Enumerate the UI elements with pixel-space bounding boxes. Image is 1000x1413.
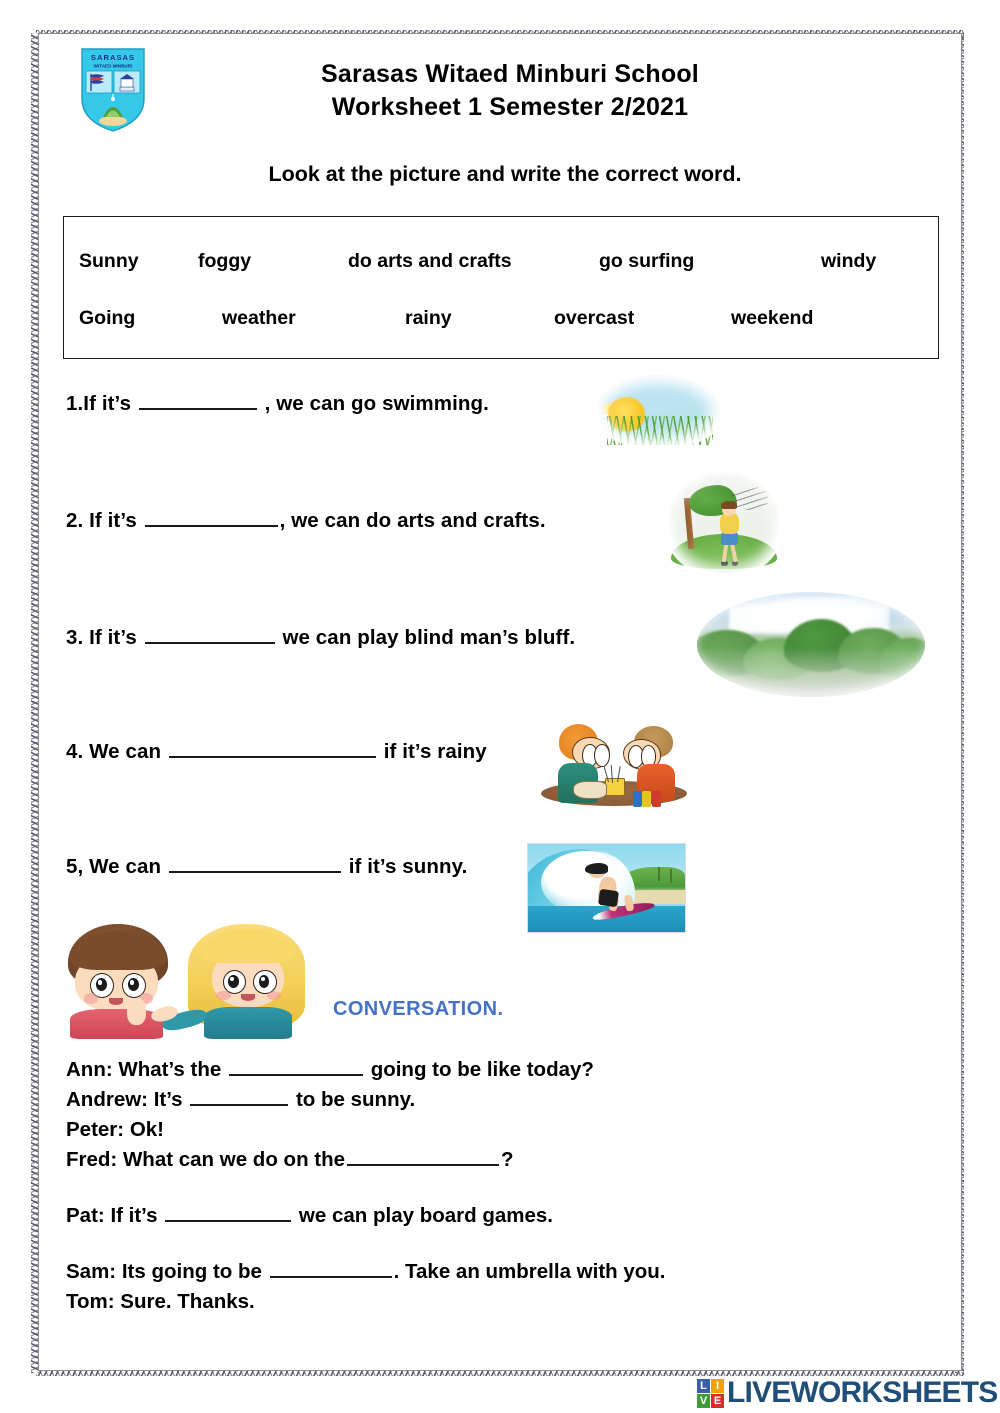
pat-text-after: we can play board games. xyxy=(298,1204,553,1227)
question-1-text-before: If it’s xyxy=(83,392,132,415)
question-5-text-after: if it’s sunny. xyxy=(348,855,468,878)
speaker-pat: Pat: xyxy=(66,1204,105,1227)
word-bank-item-going: Going xyxy=(79,307,136,329)
fred-answer-blank[interactable] xyxy=(347,1148,499,1166)
question-4-text-before: We can xyxy=(89,740,162,763)
question-2 xyxy=(66,509,546,533)
school-name: Sarasas Witaed Minburi School xyxy=(321,60,699,88)
arts-and-crafts-picture xyxy=(535,718,693,814)
conversation-line-sam xyxy=(66,1260,666,1284)
conversation-line-peter xyxy=(66,1118,164,1142)
word-bank-row-1 xyxy=(64,250,938,280)
question-4 xyxy=(66,740,487,764)
liveworksheets-badge-icon xyxy=(697,1379,724,1408)
speaker-peter: Peter: xyxy=(66,1118,125,1141)
question-2-number: 2. xyxy=(66,509,84,532)
word-bank-box xyxy=(63,216,939,359)
question-2-text-after: , we can do arts and crafts. xyxy=(279,509,546,532)
conversation-line-pat xyxy=(66,1204,553,1228)
question-2-text-before: If it’s xyxy=(89,509,137,532)
question-1-answer-blank[interactable] xyxy=(139,392,257,410)
speaker-fred: Fred: xyxy=(66,1148,118,1171)
word-bank-item-weather: weather xyxy=(222,307,296,329)
liveworksheets-logo[interactable] xyxy=(697,1377,998,1409)
school-crest-logo xyxy=(80,47,146,133)
word-bank-item-windy: windy xyxy=(821,250,877,272)
word-bank-item-weekend: weekend xyxy=(731,307,814,329)
sam-text-after: . Take an umbrella with you. xyxy=(393,1260,666,1283)
badge-letter-i: I xyxy=(711,1379,724,1393)
windy-weather-picture xyxy=(669,471,779,573)
badge-letter-e: E xyxy=(711,1394,724,1408)
speaker-ann: Ann: xyxy=(66,1058,113,1081)
question-3-text-before: If it’s xyxy=(89,626,137,649)
question-3 xyxy=(66,626,575,650)
instruction-text: Look at the picture and write the correct word. xyxy=(268,162,742,186)
question-1 xyxy=(66,392,489,416)
question-3-number: 3. xyxy=(66,626,84,649)
question-5-text-before: We can xyxy=(89,855,162,878)
question-5 xyxy=(66,855,467,879)
word-bank-item-sunny: Sunny xyxy=(79,250,139,272)
question-4-answer-blank[interactable] xyxy=(169,740,376,758)
andrew-text-before: It’s xyxy=(153,1088,183,1111)
question-1-number: 1. xyxy=(66,392,84,415)
question-4-text-after: if it’s rainy xyxy=(383,740,487,763)
liveworksheets-brand-text: LIVEWORKSHEETS xyxy=(727,1376,998,1409)
pat-text-before: If it’s xyxy=(110,1204,158,1227)
fred-text-after: ? xyxy=(501,1148,514,1171)
fred-text-before: What can we do on the xyxy=(122,1148,346,1171)
andrew-text-after: to be sunny. xyxy=(295,1088,416,1111)
word-bank-row-2 xyxy=(64,307,938,337)
question-5-answer-blank[interactable] xyxy=(169,855,341,873)
question-5-number: 5, xyxy=(66,855,84,878)
surfing-picture xyxy=(527,843,686,933)
peter-text: Ok! xyxy=(129,1118,164,1141)
ann-text-after: going to be like today? xyxy=(370,1058,594,1081)
word-bank-item-go-surfing: go surfing xyxy=(599,250,695,272)
question-3-text-after: we can play blind man’s bluff. xyxy=(282,626,576,649)
conversation-heading: CONVERSATION. xyxy=(333,998,504,1020)
word-bank-item-foggy: foggy xyxy=(198,250,252,272)
word-bank-item-rainy: rainy xyxy=(405,307,452,329)
sunny-weather-picture xyxy=(597,374,720,446)
sam-answer-blank[interactable] xyxy=(270,1260,392,1278)
svg-text:SARASAS: SARASAS xyxy=(90,53,136,62)
conversation-line-fred xyxy=(66,1148,514,1172)
worksheet-subtitle: Worksheet 1 Semester 2/2021 xyxy=(331,93,689,121)
ann-answer-blank[interactable] xyxy=(229,1058,363,1076)
conversation-line-ann xyxy=(66,1058,594,1082)
tom-text: Sure. Thanks. xyxy=(120,1290,255,1313)
speaker-tom: Tom: xyxy=(66,1290,115,1313)
word-bank-item-do-arts-and-crafts: do arts and crafts xyxy=(348,250,512,272)
two-kids-talking-picture xyxy=(58,922,313,1037)
pat-answer-blank[interactable] xyxy=(165,1204,291,1222)
svg-text:WITAED MINBURI: WITAED MINBURI xyxy=(93,63,133,69)
andrew-answer-blank[interactable] xyxy=(190,1088,288,1106)
worksheet-title xyxy=(160,58,860,124)
badge-letter-l: L xyxy=(697,1379,710,1393)
word-bank-item-overcast: overcast xyxy=(554,307,635,329)
question-2-answer-blank[interactable] xyxy=(145,509,278,527)
question-1-text-after: , we can go swimming. xyxy=(264,392,489,415)
badge-letter-v: V xyxy=(697,1394,710,1408)
speaker-andrew: Andrew: xyxy=(66,1088,148,1111)
foggy-forest-picture xyxy=(697,592,925,697)
question-3-answer-blank[interactable] xyxy=(145,626,275,644)
ann-text-before: What’s the xyxy=(118,1058,222,1081)
speaker-sam: Sam: xyxy=(66,1260,117,1283)
conversation-line-andrew xyxy=(66,1088,415,1112)
sam-text-before: Its going to be xyxy=(121,1260,262,1283)
question-4-number: 4. xyxy=(66,740,84,763)
conversation-line-tom xyxy=(66,1290,255,1314)
